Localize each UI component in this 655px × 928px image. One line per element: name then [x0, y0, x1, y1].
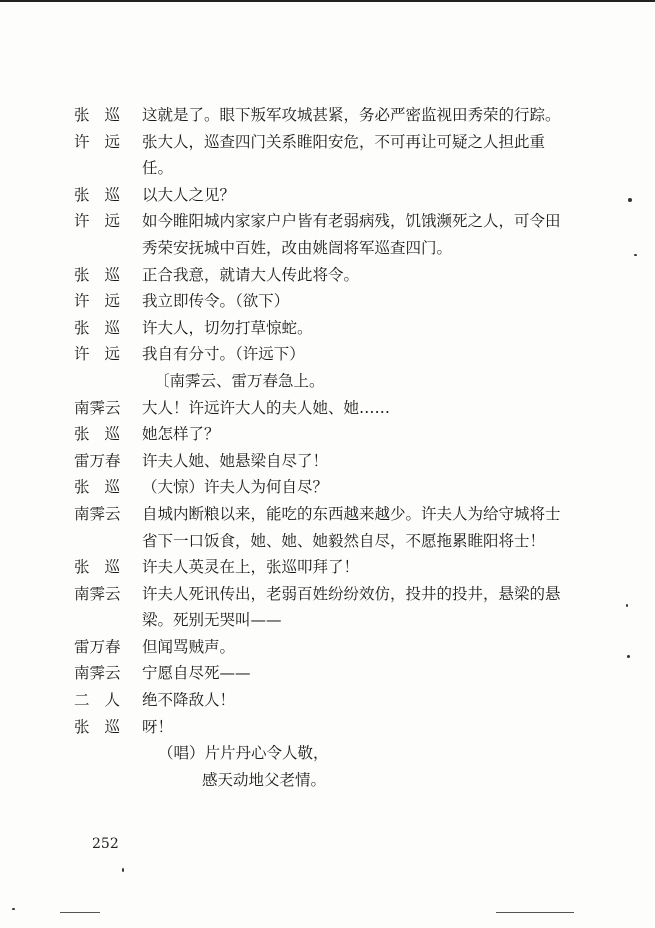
speaker-name: 南霁云 [74, 398, 121, 417]
scan-speck [627, 655, 630, 658]
dialogue-line [74, 448, 574, 475]
scan-speck [628, 198, 632, 202]
dialogue-text: 呀！ [142, 717, 174, 736]
speaker-name: 二人 [74, 691, 136, 710]
song-line-2: 感天动地父老情。 [202, 770, 327, 789]
speaker-name: 许远 [74, 132, 136, 151]
speaker-name: 张巡 [74, 318, 136, 337]
dialogue-line [74, 501, 574, 554]
dialogue-text: 这就是了。眼下叛军攻城甚紧，务必严密监视田秀荣的行踪。 [142, 106, 561, 124]
dialogue-line [74, 129, 574, 182]
speaker-name: 张巡 [74, 478, 136, 497]
script-body [74, 102, 574, 793]
speaker-name: 张巡 [74, 106, 136, 124]
dialogue-line [74, 288, 574, 315]
speaker-name: 南霁云 [74, 504, 121, 523]
dialogue-text: 许夫人她、她悬梁自尽了！ [142, 451, 329, 470]
dialogue-text: 如今睢阳城内家家户户皆有老弱病残，饥饿濒死之人，可令田秀荣安抚城中百姓，改由姚訚将军巡查四门。 [142, 212, 561, 257]
dialogue-line [74, 262, 574, 289]
top-border-line [0, 0, 655, 2]
dialogue-text: 许夫人英灵在上，张巡叩拜了！ [142, 558, 360, 577]
stage-direction: 〔南霁云、雷万春急上。 [154, 371, 325, 390]
dialogue-line [74, 581, 574, 634]
scan-speck [634, 254, 637, 256]
page-number: 252 [92, 836, 119, 852]
dialogue-text: 张大人，巡查四门关系睢阳安危，不可再让可疑之人担此重任。 [142, 132, 546, 178]
scan-line [60, 912, 100, 913]
speaker-name: 南霁云 [74, 584, 121, 603]
speaker-name: 张巡 [74, 425, 136, 444]
speaker-name: 雷万春 [74, 451, 121, 470]
dialogue-line [74, 474, 574, 501]
dialogue-text: 以大人之见？ [142, 185, 236, 204]
speaker-name: 许远 [74, 212, 136, 231]
dialogue-text: 但闻骂贼声。 [142, 637, 236, 656]
dialogue-text: （大惊）许夫人为何自尽？ [142, 478, 329, 497]
dialogue-text: 许大人，切勿打草惊蛇。 [142, 318, 313, 337]
dialogue-line [74, 714, 574, 741]
speaker-name: 许远 [74, 345, 136, 364]
dialogue-line [74, 421, 574, 448]
dialogue-text: 我自有分寸。（许远下） [142, 345, 305, 364]
dialogue-line [74, 660, 574, 687]
speaker-name: 南霁云 [74, 664, 121, 683]
scan-line [496, 912, 574, 913]
dialogue-line [74, 554, 574, 581]
dialogue-text: 她怎样了？ [142, 425, 220, 444]
dialogue-text: 许夫人死讯传出，老弱百姓纷纷效仿，投井的投井，悬梁的悬梁。死别无哭叫—— [142, 584, 561, 630]
dialogue-text: 正合我意，就请大人传此将令。 [142, 265, 360, 284]
dialogue-line [74, 315, 574, 342]
scan-speck [626, 604, 628, 607]
dialogue-text: 大人！许远许大人的夫人她、她…… [142, 398, 391, 417]
dialogue-line [74, 341, 574, 368]
dialogue-line [74, 687, 574, 714]
dialogue-text: 宁愿自尽死—— [142, 664, 251, 683]
speaker-name: 许远 [74, 292, 136, 311]
speaker-name: 张巡 [74, 185, 136, 204]
song-line-1: （唱）片片丹心令人敬， [158, 744, 329, 763]
dialogue-line [74, 208, 574, 261]
dialogue-line [74, 634, 574, 661]
speaker-name: 张巡 [74, 265, 136, 284]
scan-speck [12, 908, 15, 910]
speaker-name: 张巡 [74, 558, 136, 577]
speaker-name: 雷万春 [74, 637, 121, 656]
dialogue-line [74, 182, 574, 209]
speaker-name: 张巡 [74, 717, 136, 736]
dialogue-text: 自城内断粮以来，能吃的东西越来越少。许夫人为给守城将士省下一口饭食，她、她、她毅然自尽，不愿拖累睢阳将士！ [142, 504, 561, 550]
scan-speck [122, 868, 124, 872]
dialogue-line [74, 395, 574, 422]
dialogue-text: 绝不降敌人！ [142, 691, 236, 710]
dialogue-text: 我立即传令。（欲下） [142, 292, 290, 311]
dialogue-line [74, 102, 574, 129]
